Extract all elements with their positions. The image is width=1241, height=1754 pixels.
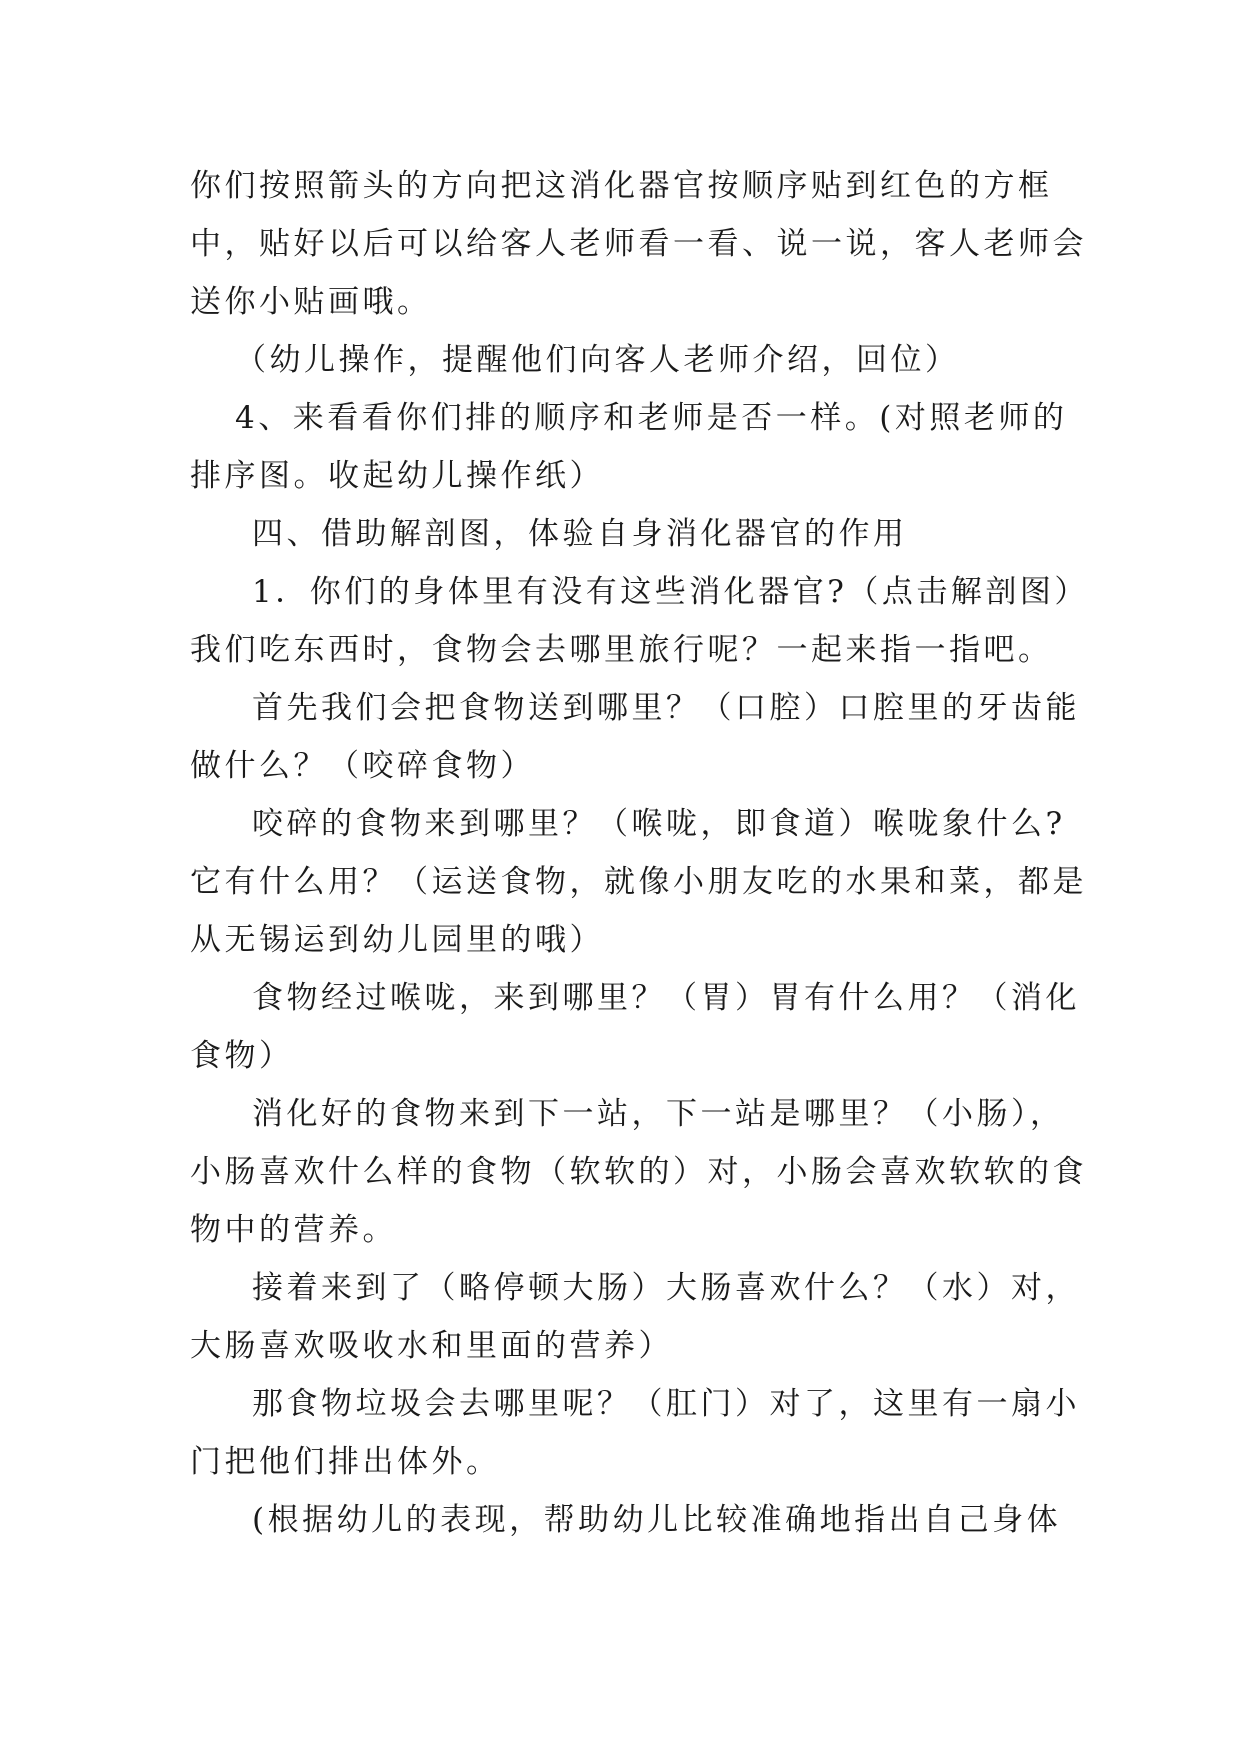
text-line: 1．你们的身体里有没有这些消化器官?（点击解剖图）	[252, 574, 1089, 610]
text-line: 小肠喜欢什么样的食物（软软的）对，小肠会喜欢软软的食	[190, 1154, 1087, 1190]
paragraph-performance-note	[190, 1491, 1060, 1549]
paragraph-throat	[190, 795, 1087, 969]
text-line: 首先我们会把食物送到哪里？（口腔）口腔里的牙齿能	[252, 690, 1080, 726]
text-line: 四、借助解剖图，体验自身消化器官的作用	[252, 516, 908, 552]
text-line: 接着来到了（略停顿大肠）大肠喜欢什么？（水）对，	[252, 1270, 1080, 1306]
text-line: 4、来看看你们排的顺序和老师是否一样。(对照老师的	[235, 400, 1068, 436]
text-line: 排序图。收起幼儿操作纸）	[190, 458, 604, 494]
document-body	[190, 157, 1089, 1549]
text-line: (根据幼儿的表现，帮助幼儿比较准确地指出自己身体	[252, 1502, 1062, 1538]
text-line: 物中的营养。	[190, 1212, 397, 1248]
text-line: 送你小贴画哦。	[190, 284, 432, 320]
paragraph-small-intestine	[190, 1085, 1087, 1259]
text-line: 门把他们排出体外。	[190, 1444, 501, 1480]
paragraph-child-operation	[190, 331, 1060, 389]
text-line: 食物经过喉咙，来到哪里？（胃）胃有什么用？（消化	[252, 980, 1080, 1016]
text-line: 中，贴好以后可以给客人老师看一看、说一说，客人老师会	[190, 226, 1087, 262]
paragraph-anus	[190, 1375, 1080, 1491]
paragraph-large-intestine	[190, 1259, 1080, 1375]
text-line: 做什么？（咬碎食物）	[190, 748, 535, 784]
paragraph-stomach	[190, 969, 1080, 1085]
text-line: （幼儿操作，提醒他们向客人老师介绍，回位）	[235, 342, 960, 378]
text-line: 那食物垃圾会去哪里呢？（肛门）对了，这里有一扇小	[252, 1386, 1080, 1422]
text-line: 咬碎的食物来到哪里？（喉咙，即食道）喉咙象什么?	[252, 806, 1066, 842]
paragraph-mouth	[190, 679, 1080, 795]
text-line: 消化好的食物来到下一站，下一站是哪里？（小肠），	[252, 1096, 1065, 1132]
text-line: 食物）	[190, 1038, 294, 1074]
text-line: 从无锡运到幼儿园里的哦）	[190, 922, 604, 958]
paragraph-step-4	[190, 389, 1068, 505]
text-line: 大肠喜欢吸收水和里面的营养）	[190, 1328, 673, 1364]
text-line: 你们按照箭头的方向把这消化器官按顺序贴到红色的方框	[190, 168, 1053, 204]
paragraph-sticking-instructions	[190, 157, 1087, 331]
paragraph-step-1	[190, 563, 1089, 679]
text-line: 我们吃东西时，食物会去哪里旅行呢？一起来指一指吧。	[190, 632, 1053, 668]
section-heading-four	[190, 505, 1060, 563]
text-line: 它有什么用？（运送食物，就像小朋友吃的水果和菜，都是	[190, 864, 1087, 900]
